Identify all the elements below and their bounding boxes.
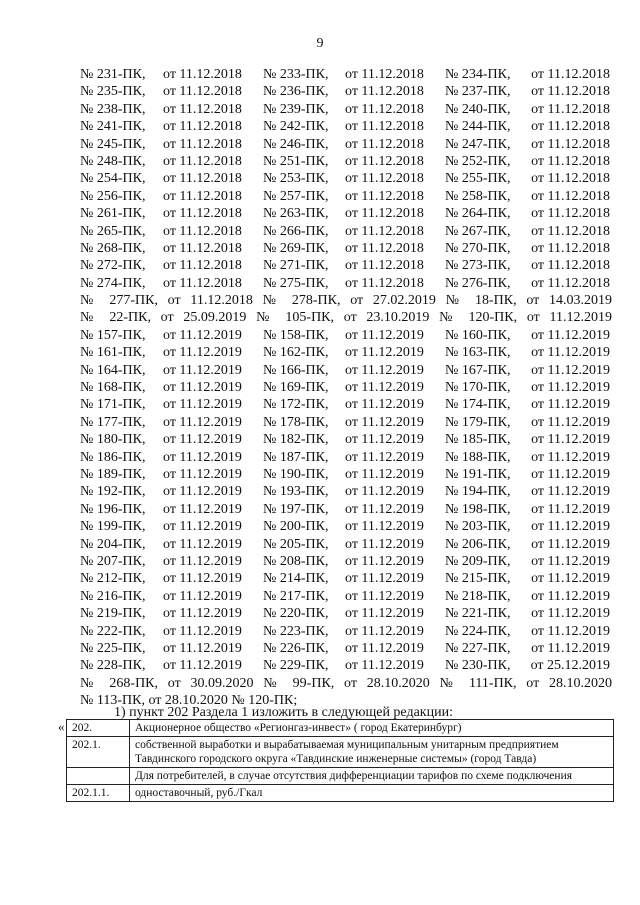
resolution-date: от 11.12.2019	[345, 658, 424, 674]
resolution-row	[0, 553, 640, 570]
resolution-number: № 224-ПК,	[445, 623, 511, 639]
resolution-date: от 11.12.2018	[345, 101, 424, 117]
resolution-number: № 187-ПК,	[263, 449, 329, 465]
resolution-date: от 11.12.2019	[163, 606, 242, 622]
resolution-date: от 11.12.2019	[531, 466, 610, 482]
resolution-row	[0, 640, 640, 657]
resolution-number: № 189-ПК,	[80, 466, 146, 482]
resolution-date: от 11.12.2018	[531, 206, 610, 222]
resolution-number: № 193-ПК,	[263, 484, 329, 500]
resolution-number: № 263-ПК,	[263, 206, 329, 222]
resolution-date: от 11.12.2019	[345, 606, 424, 622]
resolution-number: № 205-ПК,	[263, 536, 329, 552]
resolution-number: № 264-ПК,	[445, 206, 511, 222]
resolution-number: № 233-ПК,	[263, 67, 329, 82]
resolution-number: № 257-ПК,	[263, 188, 329, 204]
resolution-number: № 265-ПК,	[80, 223, 146, 239]
resolution-number: № 194-ПК,	[445, 484, 511, 500]
resolution-row	[0, 675, 640, 692]
resolution-date: от 11.12.2018	[531, 240, 610, 256]
resolution-number: № 172-ПК,	[263, 397, 329, 413]
resolution-date: от 11.12.2019	[163, 397, 242, 413]
resolution-number: № 271-ПК,	[263, 258, 329, 274]
tariff-table	[66, 719, 614, 802]
table-cell-code: 202.	[67, 720, 130, 737]
resolution-number: № 197-ПК,	[263, 501, 329, 517]
resolution-date: от 11.12.2019	[345, 519, 424, 535]
resolution-date: от 11.12.2019	[531, 345, 610, 361]
table-cell-text: Акционерное общество «Регионгаз-инвест» ( город Екатеринбург)	[130, 720, 614, 737]
resolution-date: от 11.12.2019	[531, 588, 610, 604]
resolution-row	[0, 414, 640, 431]
resolution-row	[0, 327, 640, 344]
resolution-date: от 11.12.2018	[345, 206, 424, 222]
resolution-number: № 186-ПК,	[80, 449, 146, 465]
resolution-date: от 11.12.2018	[531, 171, 610, 187]
resolution-date: от 11.12.2018	[531, 223, 610, 239]
resolution-number: № 245-ПК,	[80, 136, 146, 152]
resolution-number: № 272-ПК,	[80, 258, 146, 274]
resolution-number: № 248-ПК,	[80, 153, 146, 169]
resolution-date: от 11.12.2019	[345, 397, 424, 413]
table-cell-code	[67, 768, 130, 785]
resolution-line-text: № 277-ПК, от 11.12.2018 № 278-ПК, от 27.02.2019 № 18-ПК, от 14.03.2019	[80, 293, 612, 309]
resolution-row	[0, 188, 640, 205]
resolution-date: от 11.12.2019	[163, 640, 242, 656]
resolution-row	[0, 466, 640, 483]
resolution-date: от 11.12.2019	[531, 501, 610, 517]
table-cell-text: Для потребителей, в случае отсутствия дифференциации тарифов по схеме подключения	[130, 768, 614, 785]
resolution-number: № 217-ПК,	[263, 588, 329, 604]
resolution-row	[0, 362, 640, 379]
resolution-date: от 11.12.2018	[163, 258, 242, 274]
resolution-number: № 252-ПК,	[445, 153, 511, 169]
resolution-number: № 167-ПК,	[445, 362, 511, 378]
resolution-number: № 242-ПК,	[263, 119, 329, 135]
resolution-date: от 11.12.2019	[163, 345, 242, 361]
resolution-row	[0, 431, 640, 448]
resolution-row	[0, 518, 640, 535]
resolution-date: от 11.12.2018	[345, 188, 424, 204]
resolution-number: № 166-ПК,	[263, 362, 329, 378]
resolution-number: № 219-ПК,	[80, 606, 146, 622]
resolution-number: № 261-ПК,	[80, 206, 146, 222]
resolution-date: от 11.12.2019	[163, 432, 242, 448]
resolution-date: от 11.12.2019	[531, 362, 610, 378]
resolution-number: № 227-ПК,	[445, 640, 511, 656]
resolution-date: от 11.12.2019	[531, 553, 610, 569]
resolution-row	[0, 536, 640, 553]
resolution-number: № 203-ПК,	[445, 519, 511, 535]
resolution-date: от 11.12.2019	[345, 501, 424, 517]
resolution-date: от 11.12.2018	[163, 275, 242, 291]
resolution-number: № 208-ПК,	[263, 553, 329, 569]
resolution-row	[0, 309, 640, 326]
table-cell-text: собственной выработки и вырабатываемая муниципальным унитарным предприятием Тавдинского городского округа «Тавдинские инженерные системы» (город Тавда)	[130, 737, 614, 768]
resolution-date: от 11.12.2019	[531, 449, 610, 465]
resolution-date: от 11.12.2019	[531, 380, 610, 396]
resolution-number: № 229-ПК,	[263, 658, 329, 674]
resolution-date: от 11.12.2019	[163, 484, 242, 500]
resolution-number: № 162-ПК,	[263, 345, 329, 361]
resolution-date: от 11.12.2018	[163, 67, 242, 82]
resolution-number: № 214-ПК,	[263, 571, 329, 587]
resolution-row	[0, 136, 640, 153]
resolution-number: № 220-ПК,	[263, 606, 329, 622]
resolution-date: от 11.12.2018	[345, 136, 424, 152]
resolution-date: от 11.12.2019	[531, 414, 610, 430]
resolution-date: от 11.12.2019	[531, 623, 610, 639]
resolution-number: № 256-ПК,	[80, 188, 146, 204]
resolution-number: № 218-ПК,	[445, 588, 511, 604]
resolution-date: от 11.12.2019	[345, 345, 424, 361]
resolution-number: № 206-ПК,	[445, 536, 511, 552]
resolution-date: от 11.12.2019	[345, 466, 424, 482]
resolution-date: от 11.12.2018	[345, 223, 424, 239]
resolution-date: от 11.12.2019	[345, 362, 424, 378]
resolution-date: от 11.12.2019	[163, 658, 242, 674]
resolution-date: от 11.12.2019	[163, 414, 242, 430]
resolution-number: № 169-ПК,	[263, 380, 329, 396]
resolution-date: от 11.12.2018	[345, 275, 424, 291]
resolution-date: от 11.12.2019	[163, 449, 242, 465]
resolution-number: № 212-ПК,	[80, 571, 146, 587]
resolution-number: № 221-ПК,	[445, 606, 511, 622]
table-row	[67, 737, 614, 768]
resolution-number: № 182-ПК,	[263, 432, 329, 448]
resolution-date: от 11.12.2019	[345, 484, 424, 500]
resolution-number: № 254-ПК,	[80, 171, 146, 187]
resolution-date: от 11.12.2019	[531, 536, 610, 552]
resolution-row	[0, 605, 640, 622]
resolution-number: № 164-ПК,	[80, 362, 146, 378]
resolution-row	[0, 657, 640, 674]
resolution-row	[0, 118, 640, 135]
resolution-row	[0, 344, 640, 361]
table-row	[67, 785, 614, 802]
resolution-date: от 11.12.2019	[345, 623, 424, 639]
resolution-date: от 25.12.2019	[530, 658, 610, 674]
resolution-date: от 11.12.2018	[531, 67, 610, 82]
resolution-date: от 11.12.2018	[345, 119, 424, 135]
resolution-row	[0, 83, 640, 100]
resolution-date: от 11.12.2019	[163, 623, 242, 639]
resolution-date: от 11.12.2019	[531, 571, 610, 587]
resolution-date: от 11.12.2018	[163, 84, 242, 100]
resolution-number: № 171-ПК,	[80, 397, 146, 413]
resolution-number: № 274-ПК,	[80, 275, 146, 291]
resolution-date: от 11.12.2019	[345, 571, 424, 587]
resolution-number: № 180-ПК,	[80, 432, 146, 448]
resolution-row	[0, 501, 640, 518]
resolution-number: № 216-ПК,	[80, 588, 146, 604]
resolution-row	[0, 66, 640, 83]
resolution-date: от 11.12.2019	[163, 466, 242, 482]
resolution-date: от 11.12.2019	[531, 432, 610, 448]
resolution-number: № 158-ПК,	[263, 327, 329, 343]
resolution-date: от 11.12.2018	[345, 240, 424, 256]
resolution-date: от 11.12.2019	[163, 380, 242, 396]
resolution-date: от 11.12.2019	[163, 536, 242, 552]
resolution-number: № 198-ПК,	[445, 501, 511, 517]
resolution-number: № 273-ПК,	[445, 258, 511, 274]
resolution-number: № 226-ПК,	[263, 640, 329, 656]
resolution-line-text: № 22-ПК, от 25.09.2019 № 105-ПК, от 23.10.2019 № 120-ПК, от 11.12.2019	[80, 310, 612, 326]
resolution-number: № 247-ПК,	[445, 136, 511, 152]
resolution-row	[0, 153, 640, 170]
resolution-number: № 246-ПК,	[263, 136, 329, 152]
resolution-row	[0, 396, 640, 413]
resolution-number: № 200-ПК,	[263, 519, 329, 535]
resolution-number: № 179-ПК,	[445, 414, 511, 430]
resolution-number: № 251-ПК,	[263, 153, 329, 169]
resolution-date: от 11.12.2019	[345, 553, 424, 569]
resolution-date: от 11.12.2018	[163, 119, 242, 135]
resolution-date: от 11.12.2018	[531, 101, 610, 117]
resolution-number: № 234-ПК,	[445, 67, 511, 82]
resolution-number: № 178-ПК,	[263, 414, 329, 430]
resolution-date: от 11.12.2019	[531, 327, 610, 343]
resolution-number: № 163-ПК,	[445, 345, 511, 361]
resolution-date: от 11.12.2018	[163, 206, 242, 222]
resolution-date: от 11.12.2018	[163, 240, 242, 256]
resolution-number: № 235-ПК,	[80, 84, 146, 100]
table-cell-code: 202.1.	[67, 737, 130, 768]
resolution-number: № 258-ПК,	[445, 188, 511, 204]
amendment-intro: 1) пункт 202 Раздела 1 изложить в следующей редакции:	[114, 705, 453, 720]
resolution-date: от 11.12.2019	[531, 640, 610, 656]
resolution-number: № 241-ПК,	[80, 119, 146, 135]
resolution-number: № 199-ПК,	[80, 519, 146, 535]
resolution-number: № 255-ПК,	[445, 171, 511, 187]
resolution-row	[0, 205, 640, 222]
resolution-date: от 11.12.2019	[163, 362, 242, 378]
resolution-line-text: № 268-ПК, от 30.09.2020 № 99-ПК, от 28.10.2020 № 111-ПК, от 28.10.2020	[80, 675, 612, 691]
resolution-date: от 11.12.2019	[345, 432, 424, 448]
resolution-row	[0, 483, 640, 500]
resolution-row	[0, 170, 640, 187]
resolution-date: от 11.12.2019	[163, 571, 242, 587]
resolution-row	[0, 623, 640, 640]
resolution-date: от 11.12.2018	[163, 223, 242, 239]
resolution-date: от 11.12.2018	[163, 171, 242, 187]
resolution-number: № 170-ПК,	[445, 380, 511, 396]
resolution-number: № 191-ПК,	[445, 466, 511, 482]
resolution-row	[0, 449, 640, 466]
resolution-number: № 270-ПК,	[445, 240, 511, 256]
resolution-number: № 239-ПК,	[263, 101, 329, 117]
resolution-number: № 161-ПК,	[80, 345, 146, 361]
table-row	[67, 768, 614, 785]
resolution-number: № 230-ПК,	[445, 658, 511, 674]
resolution-row	[0, 379, 640, 396]
resolution-number: № 204-ПК,	[80, 536, 146, 552]
resolution-number: № 236-ПК,	[263, 84, 329, 100]
resolution-date: от 11.12.2019	[345, 327, 424, 343]
resolution-date: от 11.12.2018	[163, 188, 242, 204]
resolution-row	[0, 275, 640, 292]
resolution-number: № 209-ПК,	[445, 553, 511, 569]
resolution-number: № 190-ПК,	[263, 466, 329, 482]
resolution-row	[0, 257, 640, 274]
resolution-number: № 223-ПК,	[263, 623, 329, 639]
resolution-number: № 276-ПК,	[445, 275, 511, 291]
resolution-date: от 11.12.2019	[531, 606, 610, 622]
resolution-date: от 11.12.2019	[163, 519, 242, 535]
resolution-number: № 160-ПК,	[445, 327, 511, 343]
resolution-date: от 11.12.2018	[345, 171, 424, 187]
quote-open-mark: «	[58, 719, 65, 734]
resolution-date: от 11.12.2018	[531, 136, 610, 152]
resolution-date: от 11.12.2018	[531, 275, 610, 291]
resolution-date: от 11.12.2019	[345, 449, 424, 465]
resolution-number: № 269-ПК,	[263, 240, 329, 256]
resolution-date: от 11.12.2018	[345, 84, 424, 100]
resolution-number: № 231-ПК,	[80, 67, 146, 82]
resolution-number: № 266-ПК,	[263, 223, 329, 239]
resolution-number: № 244-ПК,	[445, 119, 511, 135]
resolution-number: № 228-ПК,	[80, 658, 146, 674]
resolution-date: от 11.12.2018	[163, 136, 242, 152]
resolution-date: от 11.12.2018	[163, 101, 242, 117]
resolution-number: № 174-ПК,	[445, 397, 511, 413]
resolution-date: от 11.12.2019	[531, 397, 610, 413]
resolution-list	[0, 66, 640, 709]
resolution-number: № 185-ПК,	[445, 432, 511, 448]
resolution-date: от 11.12.2019	[163, 553, 242, 569]
resolution-date: от 11.12.2018	[345, 258, 424, 274]
resolution-date: от 11.12.2018	[531, 119, 610, 135]
resolution-row	[0, 240, 640, 257]
resolution-date: от 11.12.2018	[345, 153, 424, 169]
resolution-date: от 11.12.2018	[531, 84, 610, 100]
resolution-date: от 11.12.2019	[345, 588, 424, 604]
resolution-number: № 275-ПК,	[263, 275, 329, 291]
resolution-date: от 11.12.2019	[345, 414, 424, 430]
resolution-number: № 157-ПК,	[80, 327, 146, 343]
resolution-number: № 238-ПК,	[80, 101, 146, 117]
resolution-number: № 267-ПК,	[445, 223, 511, 239]
resolution-row	[0, 223, 640, 240]
resolution-number: № 222-ПК,	[80, 623, 146, 639]
resolution-date: от 11.12.2019	[163, 588, 242, 604]
resolution-number: № 215-ПК,	[445, 571, 511, 587]
resolution-date: от 11.12.2019	[345, 640, 424, 656]
resolution-row	[0, 570, 640, 587]
table-cell-text: одноставочный, руб./Гкал	[130, 785, 614, 802]
resolution-number: № 188-ПК,	[445, 449, 511, 465]
resolution-number: № 196-ПК,	[80, 501, 146, 517]
resolution-number: № 253-ПК,	[263, 171, 329, 187]
resolution-row	[0, 292, 640, 309]
resolution-number: № 237-ПК,	[445, 84, 511, 100]
resolution-date: от 11.12.2018	[531, 153, 610, 169]
resolution-row	[0, 101, 640, 118]
resolution-date: от 11.12.2019	[531, 484, 610, 500]
resolution-number: № 177-ПК,	[80, 414, 146, 430]
resolution-number: № 168-ПК,	[80, 380, 146, 396]
resolution-number: № 192-ПК,	[80, 484, 146, 500]
resolution-date: от 11.12.2018	[163, 153, 242, 169]
resolution-line-text: № 113-ПК, от 28.10.2020 № 120-ПК;	[80, 693, 298, 709]
resolution-date: от 11.12.2018	[531, 188, 610, 204]
resolution-date: от 11.12.2019	[345, 536, 424, 552]
resolution-date: от 11.12.2018	[531, 258, 610, 274]
resolution-date: от 11.12.2019	[163, 327, 242, 343]
table-row	[67, 720, 614, 737]
resolution-date: от 11.12.2019	[163, 501, 242, 517]
table-cell-code: 202.1.1.	[67, 785, 130, 802]
resolution-date: от 11.12.2019	[531, 519, 610, 535]
resolution-number: № 207-ПК,	[80, 553, 146, 569]
resolution-number: № 225-ПК,	[80, 640, 146, 656]
page-number: 9	[316, 36, 324, 51]
resolution-number: № 240-ПК,	[445, 101, 511, 117]
resolution-number: № 268-ПК,	[80, 240, 146, 256]
resolution-date: от 11.12.2019	[345, 380, 424, 396]
resolution-row	[0, 588, 640, 605]
resolution-date: от 11.12.2018	[345, 67, 424, 82]
